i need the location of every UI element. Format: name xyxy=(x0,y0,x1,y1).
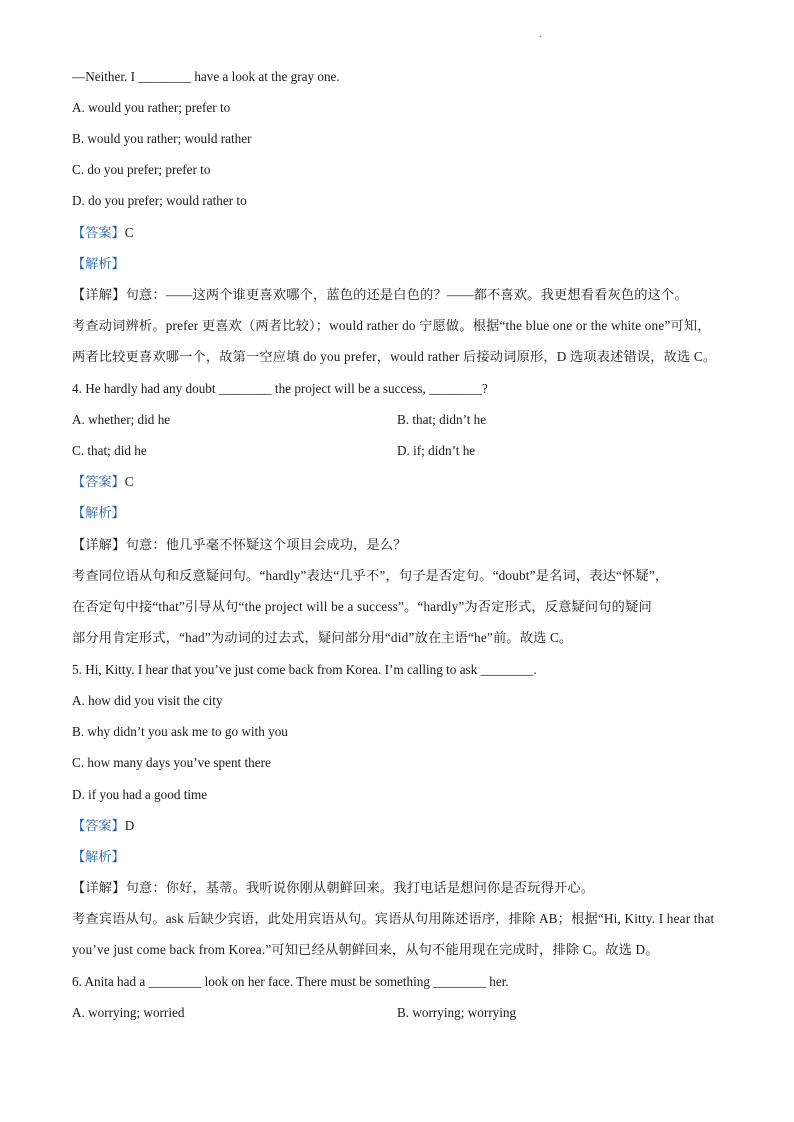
q5-analysis-tag: 【解析】 xyxy=(72,849,125,864)
q5-option-d: D. if you had a good time xyxy=(72,787,208,802)
q5-detail-line-2: 考查宾语从句。ask 后缺少宾语，此处用宾语从句。宾语从句用陈述语序，排除 AB；根据“Hi, Kitty. I hear that xyxy=(72,911,715,926)
q3-analysis-tag: 【解析】 xyxy=(72,256,125,271)
detail-tag: 【详解】 xyxy=(72,537,126,552)
q5-detail-line-3: you’ve just come back from Korea.”可知已经从朝鲜回来，从句不能用现在完成时，排除 C。故选 D。 xyxy=(72,942,659,957)
answer-value: D xyxy=(124,818,135,833)
q4-detail-line-4: 部分用肯定形式，“had”为动词的过去式，疑问部分用“did”放在主语“he”前。故选 C。 xyxy=(72,630,573,645)
q3-option-a: A. would you rather; prefer to xyxy=(72,100,231,115)
answer-tag: 【答案】 xyxy=(72,474,125,489)
q3-option-d: D. do you prefer; would rather to xyxy=(72,193,247,208)
detail-text: 句意：——这两个谁更喜欢哪个，蓝色的还是白色的？——都不喜欢。我更想看看灰色的这个。 xyxy=(125,287,688,302)
q4-stem: 4. He hardly had any doubt ________ the project will be a success, ________? xyxy=(72,381,488,396)
q6-option-a: A. worrying; worried xyxy=(72,1005,185,1020)
q3-option-b: B. would you rather; would rather xyxy=(72,131,252,146)
detail-text: 句意：你好，基蒂。我听说你刚从朝鲜回来。我打电话是想问你是否玩得开心。 xyxy=(125,880,595,895)
answer-value: C xyxy=(124,225,134,240)
answer-value: C xyxy=(124,474,134,489)
answer-tag: 【答案】 xyxy=(72,818,125,833)
q3-option-c: C. do you prefer; prefer to xyxy=(72,162,211,177)
q3-detail-line-1 xyxy=(72,286,732,304)
answer-tag: 【答案】 xyxy=(72,225,125,240)
detail-text: 句意：他几乎毫不怀疑这个项目会成功，是么？ xyxy=(125,537,407,552)
detail-tag: 【详解】 xyxy=(72,880,126,895)
q6-stem: 6. Anita had a ________ look on her face. There must be something ________ her. xyxy=(72,974,509,989)
corner-mark: . xyxy=(539,29,542,40)
q5-option-a: A. how did you visit the city xyxy=(72,693,223,708)
detail-tag: 【详解】 xyxy=(72,287,126,302)
q4-option-b: B. that; didn’t he xyxy=(397,412,487,427)
q5-detail-line-1 xyxy=(72,879,732,897)
q5-answer xyxy=(72,817,732,835)
q4-detail-line-2: 考查同位语从句和反意疑问句。“hardly”表达“几乎不”，句子是否定句。“doubt”是名词，表达“怀疑”， xyxy=(72,568,669,583)
q4-detail-line-3: 在否定句中接“that”引导从句“the project will be a success”。“hardly”为否定形式，反意疑问句的疑问 xyxy=(72,599,652,614)
q4-analysis-tag: 【解析】 xyxy=(72,505,125,520)
q5-option-b: B. why didn’t you ask me to go with you xyxy=(72,724,288,739)
q5-option-c: C. how many days you’ve spent there xyxy=(72,755,271,770)
q5-stem: 5. Hi, Kitty. I hear that you’ve just come back from Korea. I’m calling to ask ________. xyxy=(72,662,537,677)
q3-detail-line-3: 两者比较更喜欢哪一个，故第一空应填 do you prefer，would rather 后接动词原形，D 选项表述错误，故选 C。 xyxy=(72,349,717,364)
q4-detail-line-1 xyxy=(72,536,732,554)
q4-option-c: C. that; did he xyxy=(72,443,147,458)
q3-answer xyxy=(72,224,732,242)
q6-option-b: B. worrying; worrying xyxy=(397,1005,517,1020)
q4-answer xyxy=(72,473,732,491)
q4-option-a: A. whether; did he xyxy=(72,412,171,427)
q4-option-d: D. if; didn’t he xyxy=(397,443,476,458)
q3-detail-line-2: 考查动词辨析。prefer 更喜欢（两者比较）；would rather do 宁愿做。根据“the blue one or the white one”可知， xyxy=(72,318,711,333)
q3-dialog-line: —Neither. I ________ have a look at the gray one. xyxy=(72,69,340,84)
